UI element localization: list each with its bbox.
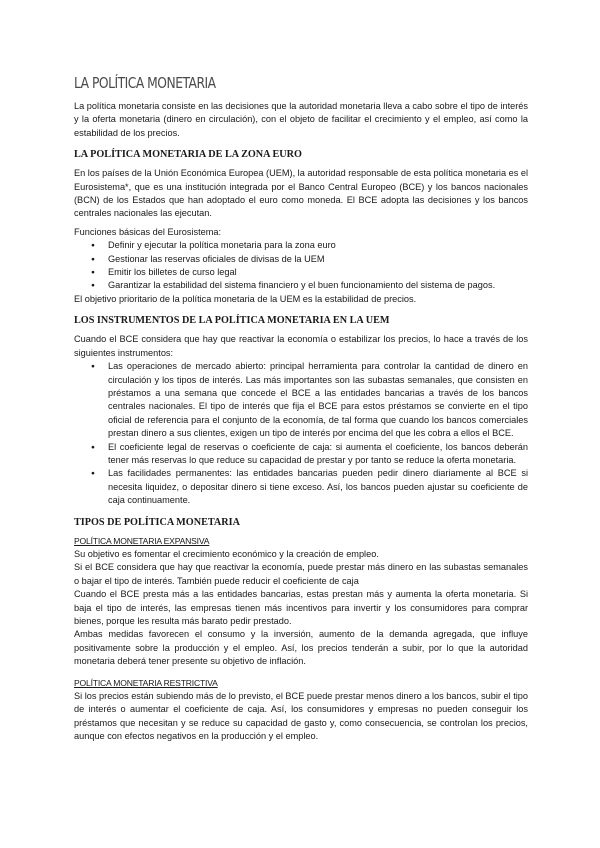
subheading-restrictiva: POLÍTICA MONETARIA RESTRICTIVA bbox=[74, 677, 218, 688]
document-page bbox=[74, 74, 528, 744]
expansiva-line: Cuando el BCE presta más a las entidades bancarias, estas prestan más y aumenta la oferta monetaria. Si baja el tipo de interés, las empresas tienen más incentivos para invertir y los consumidores para comprar bienes, porque les resulta más barato pedir prestado. bbox=[74, 589, 528, 626]
expansiva-line: Ambas medidas favorecen el consumo y la inversión, aumento de la demanda agregada, que influye positivamente sobre la producción y el empleo. Así, los precios tenderán a subir, por lo que la autoridad monetaria deberá tener presente su objetivo de inflación. bbox=[74, 629, 528, 667]
section-heading-instrumentos: LOS INSTRUMENTOS DE LA POLÍTICA MONETARIA EN LA UEM bbox=[74, 315, 390, 327]
list-item: ● Definir y ejecutar la política monetaria para la zona euro bbox=[108, 239, 528, 252]
list-item: ● Las facilidades permanentes: las entidades bancarias pueden pedir dinero diariamente al BCE si necesita liquidez, o depositar dinero si tiene exceso. Así, los bancos pueden ajustar su coeficiente de caja continuamente. bbox=[108, 467, 528, 507]
functions-list bbox=[74, 239, 528, 293]
section-heading-zona-euro: LA POLÍTICA MONETARIA DE LA ZONA EURO bbox=[74, 149, 302, 161]
restrictiva-paragraph: Si los precios están subiendo más de lo previsto, el BCE puede prestar menos dinero a los bancos, subir el tipo de interés o aumentar el coeficiente de caja. Así, los consumidores y empresas no pueden conseguir los préstamos que necesitan y se reduce su capacidad de gasto y, como consecuencia, se controlan los precios, aunque con efectos negativos en la producción y el empleo. bbox=[74, 691, 529, 742]
section-heading-tipos: TIPOS DE POLÍTICA MONETARIA bbox=[74, 516, 240, 528]
subheading-expansiva: POLÍTICA MONETARIA EXPANSIVA bbox=[74, 535, 210, 546]
list-item: ● Garantizar la estabilidad del sistema financiero y el buen funcionamiento del sistema de pagos. bbox=[108, 279, 528, 292]
list-item: ● Gestionar las reservas oficiales de divisas de la UEM bbox=[108, 253, 528, 266]
objective-paragraph: El objetivo prioritario de la política monetaria de la UEM es la estabilidad de precios. bbox=[74, 293, 417, 304]
instruments-list bbox=[74, 360, 528, 507]
list-item: ● Emitir los billetes de curso legal bbox=[108, 266, 528, 279]
intro-paragraph: La política monetaria consiste en las decisiones que la autoridad monetaria lleva a cabo sobre el tipo de interés y la oferta monetaria (dinero en circulación), con el objeto de facilitar el crecimiento y el empleo, así como la estabilidad de los precios. bbox=[74, 101, 528, 138]
list-item: ● Las operaciones de mercado abierto: principal herramienta para controlar la cantidad de dinero en circulación y los tipos de interés. Las más importantes son las subastas semanales, que consisten en préstamos a una semana que concede el BCE a las entidades bancarias a través de los bancos centrales nacionales. El tipo de interés que fija el BCE para estos préstamos se convierte en el tipo oficial de referencia para el conjunto de la economía, de tal forma que cuando los bancos comerciales prestan dinero a sus clientes, exigen un tipo de interés por encima del que les cobra a ellos el BCE. bbox=[108, 360, 528, 440]
functions-label: Funciones básicas del Eurosistema: bbox=[74, 226, 222, 237]
document-title: LA POLÍTICA MONETARIA bbox=[74, 74, 216, 92]
list-item: ● El coeficiente legal de reservas o coeficiente de caja: si aumenta el coeficiente, los bancos deberán tener más reservas lo que reduce su capacidad de prestar y por tanto se reduce la oferta monetaria. bbox=[108, 441, 528, 468]
expansiva-line: Su objetivo es fomentar el crecimiento económico y la creación de empleo. bbox=[74, 548, 379, 559]
expansiva-line: Si el BCE considera que hay que reactivar la economía, puede prestar más dinero en las subastas semanales o bajar el tipo de interés. También puede reducir el coeficiente de caja bbox=[74, 562, 528, 586]
eurosistema-paragraph: En los países de la Unión Económica Europea (UEM), la autoridad responsable de esta política monetaria es el Eurosistema*, que es una institución integrada por el Banco Central Europeo (BCE) y los bancos nacionales (BCN) de los Estados que han adoptado el euro como moneda. El BCE adopta las decisiones y los bancos centrales nacionales las ejecutan. bbox=[74, 168, 529, 219]
instruments-intro: Cuando el BCE considera que hay que reactivar la economía o estabilizar los precios, lo hace a través de los siguientes instrumentos: bbox=[74, 334, 528, 358]
